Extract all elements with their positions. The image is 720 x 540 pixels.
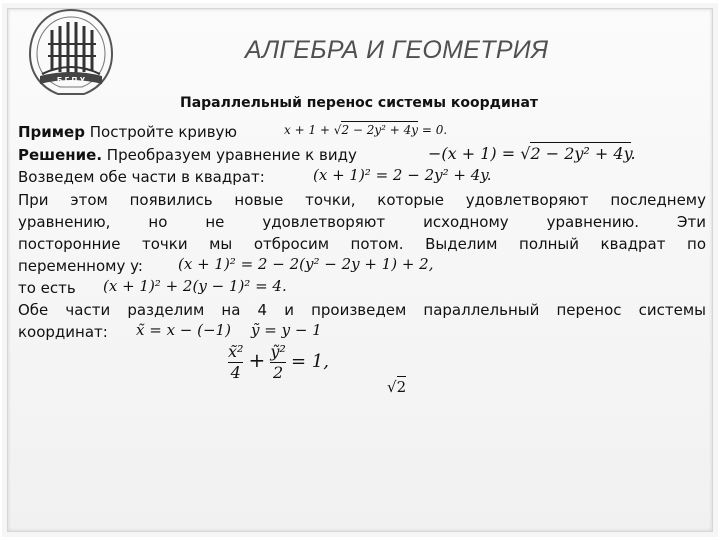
formula-shift-y: ỹ = y − 1 [251,321,322,339]
formula-sqrt-two: √2 [387,378,407,396]
paragraph-line-7: координат: [18,323,108,341]
university-emblem-icon [22,4,120,100]
paragraph-line-4: переменному y: [18,257,143,275]
paragraph-line-6: Обе части разделим на 4 и произведем параллельный перенос системы [18,301,706,319]
formula-ellipse: $\frac{\text{x̃²}}{4}$ + $\frac{\text{ỹ²}}{2}$ = 1, [228,342,329,382]
paragraph-line-3: посторонние точки мы отбросим потом. Выделим полный квадрат по [18,235,706,253]
square-line: Возведем обе части в квадрат: [18,168,265,186]
page-title: АЛГЕБРА И ГЕОМЕТРИЯ [245,36,549,64]
formula-shift-x: x̃ = x − (−1) [136,321,231,339]
formula-squared: (x + 1)² = 2 − 2y² + 4y. [313,166,492,184]
example-text: Постройте кривую [84,123,238,141]
formula-transformed: −(x + 1) = √2 − 2y² + 4y. [428,144,636,163]
paragraph-line-2: уравнению, но не удовлетворяют исходному уравнению. Эти [18,213,706,231]
example-label: Пример [18,123,85,141]
solution-label: Решение. [18,146,103,164]
logo-letters: Б Г П У [56,76,86,84]
formula-complete-square: (x + 1)² = 2 − 2(y² − 2y + 1) + 2, [178,255,434,273]
paragraph-line-5: то есть [18,279,76,297]
solution-line [18,145,357,165]
solution-text: Преобразуем уравнение к виду [102,146,357,164]
paragraph-line-1: При этом появились новые точки, которые удовлетворяют последнему [18,191,706,209]
formula-curve: x + 1 + √2 − 2y² + 4y = 0. [284,123,448,137]
formula-result: (x + 1)² + 2(y − 1)² = 4. [103,277,287,295]
page-subtitle: Параллельный перенос системы координат [180,95,539,111]
example-line [18,122,237,142]
